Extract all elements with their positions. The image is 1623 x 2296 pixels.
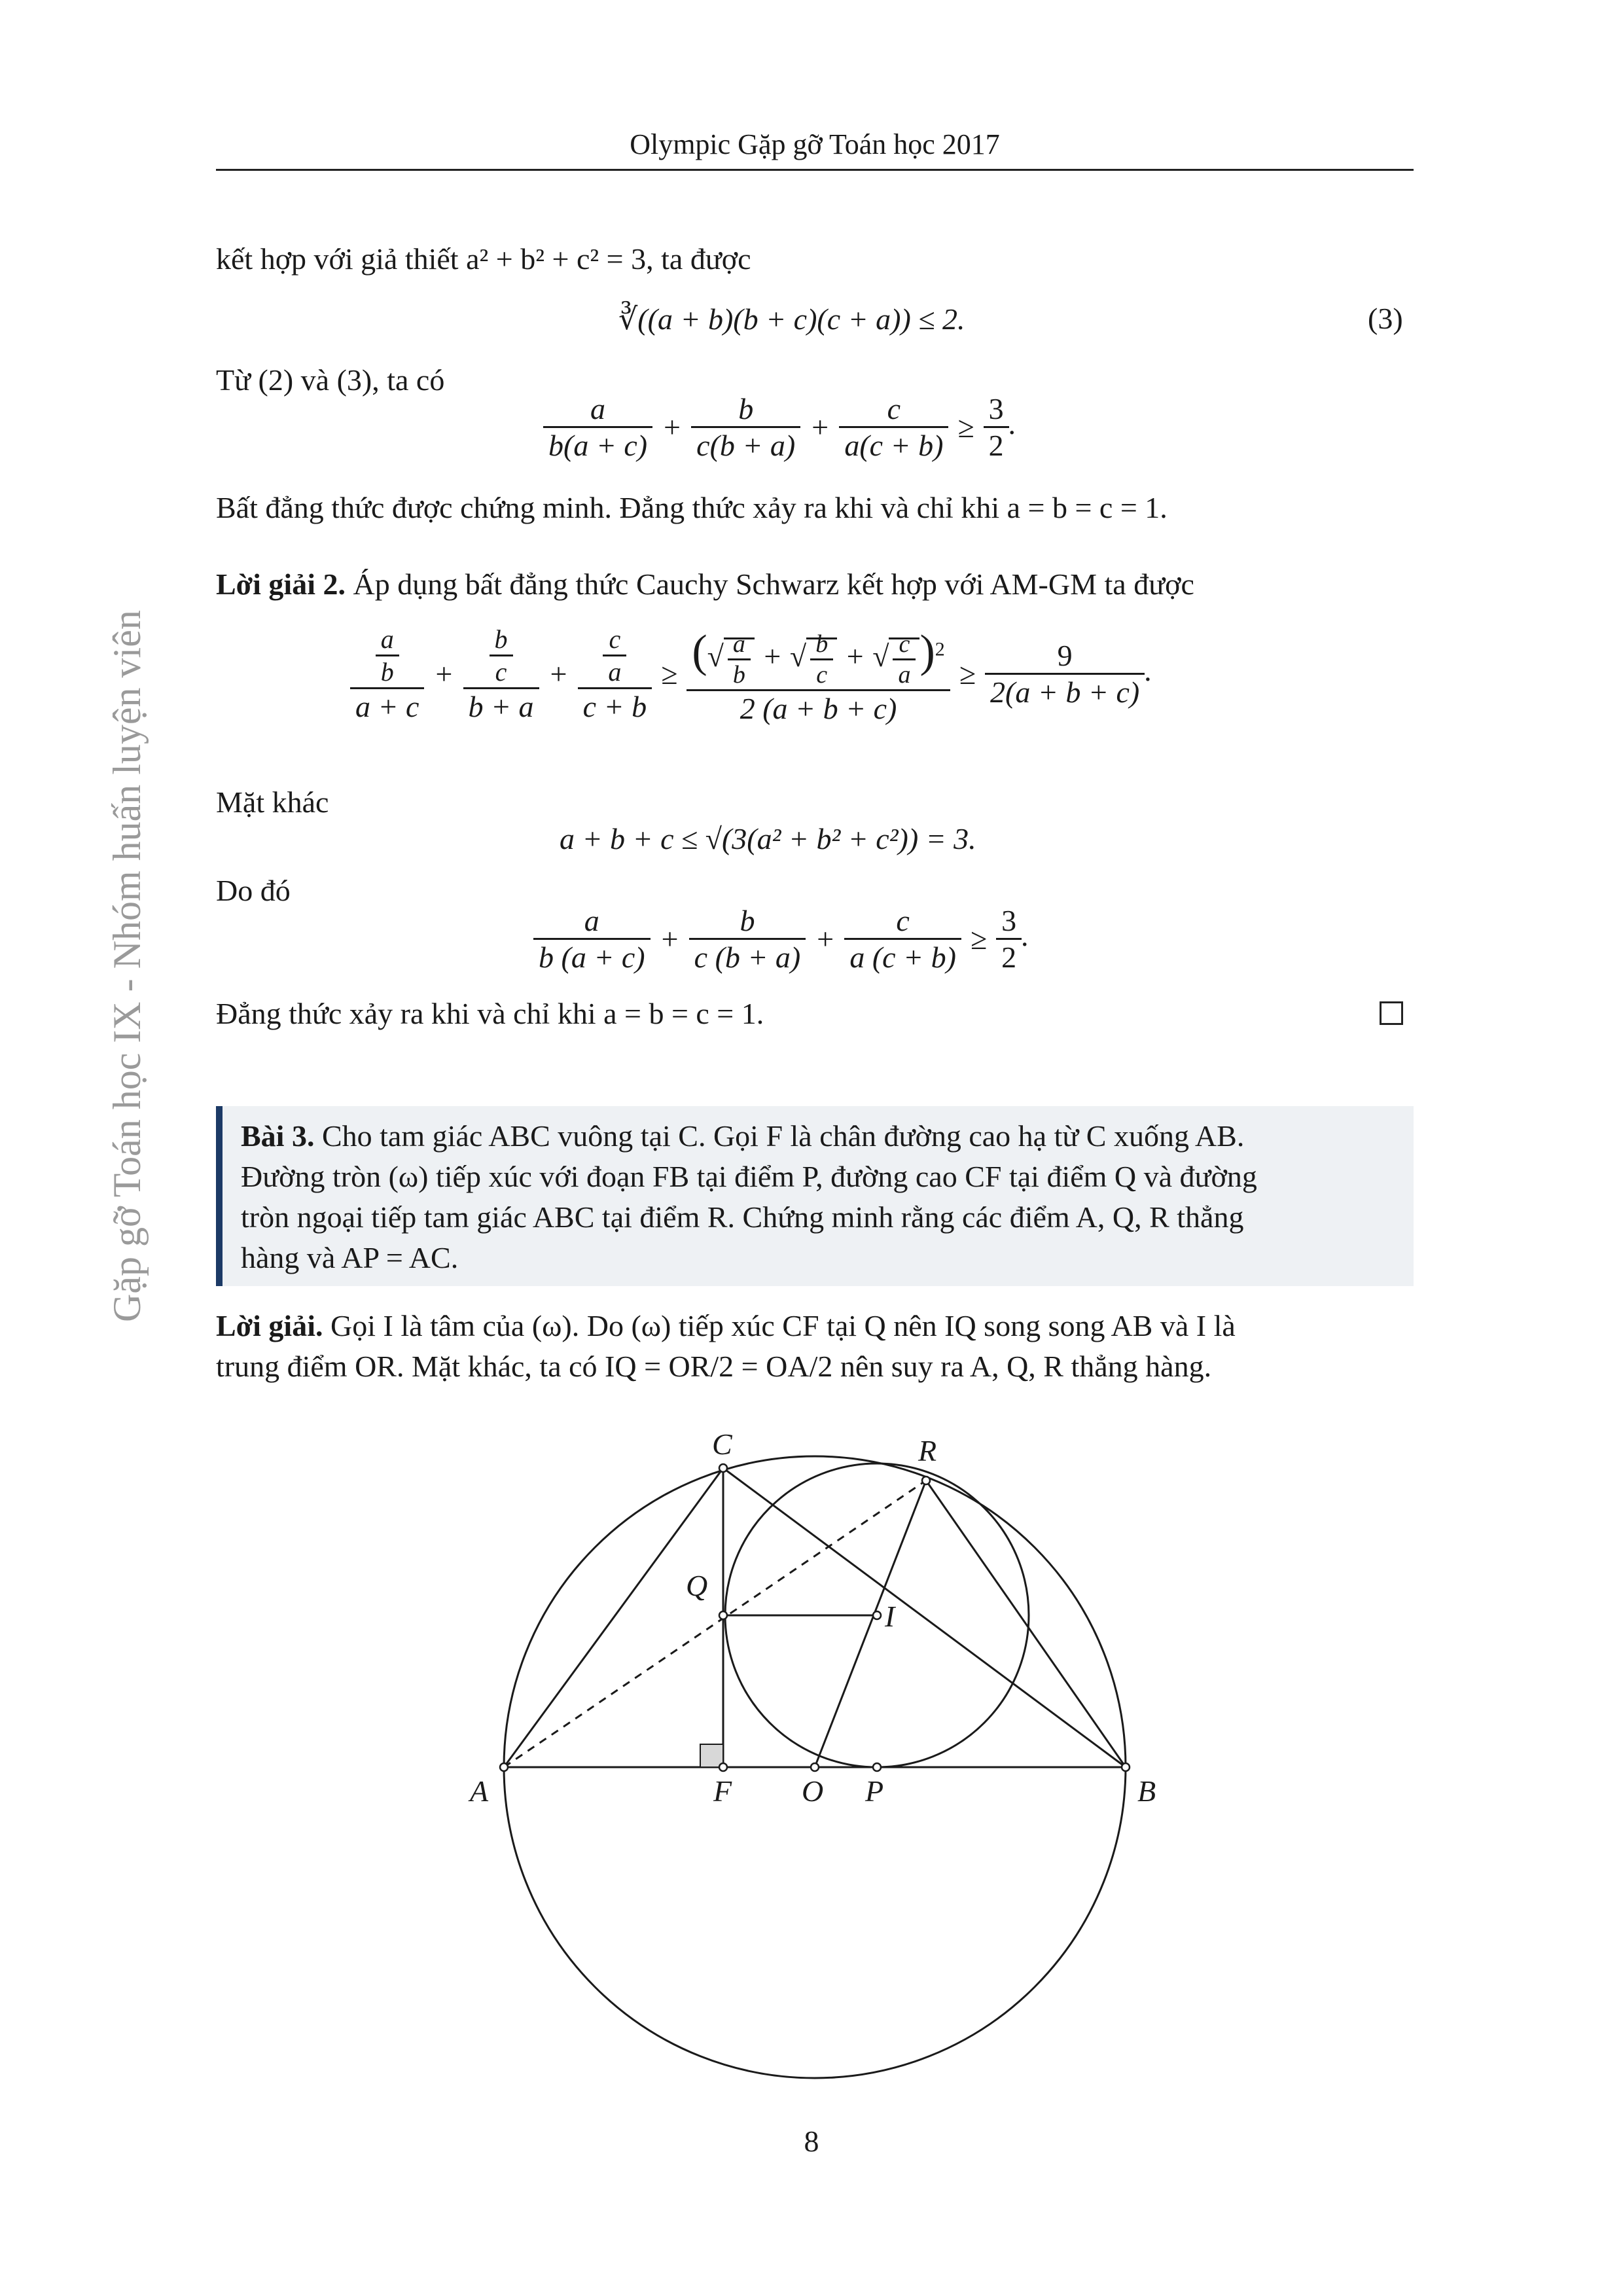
page-number: 8: [804, 2125, 819, 2158]
paragraph-1: kết hợp với giả thiết a² + b² + c² = 3, ta được: [216, 242, 751, 276]
side-watermark: Gặp gỡ Toán học IX - Nhóm huấn luyện viên: [105, 610, 149, 1322]
point-c: [719, 1464, 727, 1472]
segment-rb: [926, 1480, 1126, 1767]
fraction-inequality-1: $\frac{a}{b(a + c)}$ + $\frac{b}{c(b + a)}$ + $\frac{c}{a(c + b)}$ ≥ $\frac{3}{2}$ .: [543, 391, 1016, 463]
equation-3: ∛((a + b)(b + c)(c + a)) ≤ 2.: [618, 302, 965, 336]
point-q: [719, 1611, 727, 1619]
paragraph-2: Từ (2) và (3), ta có: [216, 363, 445, 397]
label-c: C: [712, 1427, 732, 1461]
label-f: F: [713, 1774, 732, 1808]
segment-ac: [504, 1468, 723, 1767]
label-p: P: [865, 1774, 884, 1808]
problem-3-line-4: hàng và AP = AC.: [241, 1241, 459, 1274]
label-b: B: [1137, 1774, 1156, 1808]
point-a: [500, 1763, 508, 1771]
problem-3-line-1: Cho tam giác ABC vuông tại C. Gọi F là chân đường cao hạ từ C xuống AB.: [321, 1119, 1245, 1153]
dashed-aqr: [504, 1480, 926, 1767]
point-o: [811, 1763, 819, 1771]
problem-3-label: Bài 3.: [241, 1119, 315, 1153]
point-p: [873, 1763, 881, 1771]
fraction-inequality-2: $\frac{a}{b (a + c)}$ + $\frac{b}{c (b + a)}$ + $\frac{c}{a (c + b)}$ ≥ $\frac{3}{2}$ .: [533, 903, 1029, 975]
paragraph-3: Bất đẳng thức được chứng minh. Đẳng thức xảy ra khi và chỉ khi a = b = c = 1.: [216, 491, 1168, 524]
point-i: [873, 1611, 881, 1619]
paragraph-5: Do đó: [216, 874, 291, 907]
label-i: I: [885, 1600, 895, 1633]
right-angle-marker: [700, 1744, 723, 1767]
equation-3-label: (3): [1368, 302, 1403, 335]
problem-3-line-3: tròn ngoại tiếp tam giác ABC tại điểm R. Chứng minh rằng các điểm A, Q, R thẳng: [241, 1200, 1244, 1234]
paragraph-6: Đẳng thức xảy ra khi và chỉ khi a = b = c = 1.: [216, 997, 764, 1030]
point-r: [922, 1477, 930, 1484]
segment-cb: [723, 1468, 1126, 1767]
cauchy-schwarz-inequality: $\frac{\frac{a}{b}}{a + c}$ + $\frac{\frac{b}{c}}{b + a}$ + $\frac{\frac{c}{a}}{c + b}$ ≥ (√ $\frac{a}{b}$ + √ $\frac{b}{c}$ + √ $\frac{c}{a}$ )$^2$ 2 (a + b + c) ≥ $\frac{9}{2(a + b + c)}$ .: [350, 622, 1152, 726]
point-b: [1122, 1763, 1130, 1771]
solution-3-line-2: trung điểm OR. Mặt khác, ta có IQ = OR/2 = OA/2 nên suy ra A, Q, R thẳng hàng.: [216, 1350, 1212, 1383]
label-o: O: [802, 1774, 824, 1808]
page-header-title: Olympic Gặp gỡ Toán học 2017: [630, 128, 1000, 160]
segment-or: [815, 1480, 926, 1767]
solution-2-text: Áp dụng bất đẳng thức Cauchy Schwarz kết hợp với AM-GM ta được: [353, 567, 1194, 601]
solution-3-line-1: Gọi I là tâm của (ω). Do (ω) tiếp xúc CF tại Q nên IQ song song AB và I là: [330, 1309, 1236, 1342]
label-a: A: [470, 1774, 489, 1808]
paragraph-4: Mặt khác: [216, 785, 329, 819]
label-q: Q: [686, 1569, 708, 1602]
label-r: R: [918, 1434, 937, 1467]
solution-3-label: Lời giải.: [216, 1309, 323, 1342]
problem-3-line-2: Đường tròn (ω) tiếp xúc với đoạn FB tại điểm P, đường cao CF tại điểm Q và đường: [241, 1160, 1257, 1193]
sum-inequality: a + b + c ≤ √(3(a² + b² + c²)) = 3.: [560, 822, 976, 855]
solution-2-label: Lời giải 2.: [216, 567, 346, 601]
point-f: [719, 1763, 727, 1771]
